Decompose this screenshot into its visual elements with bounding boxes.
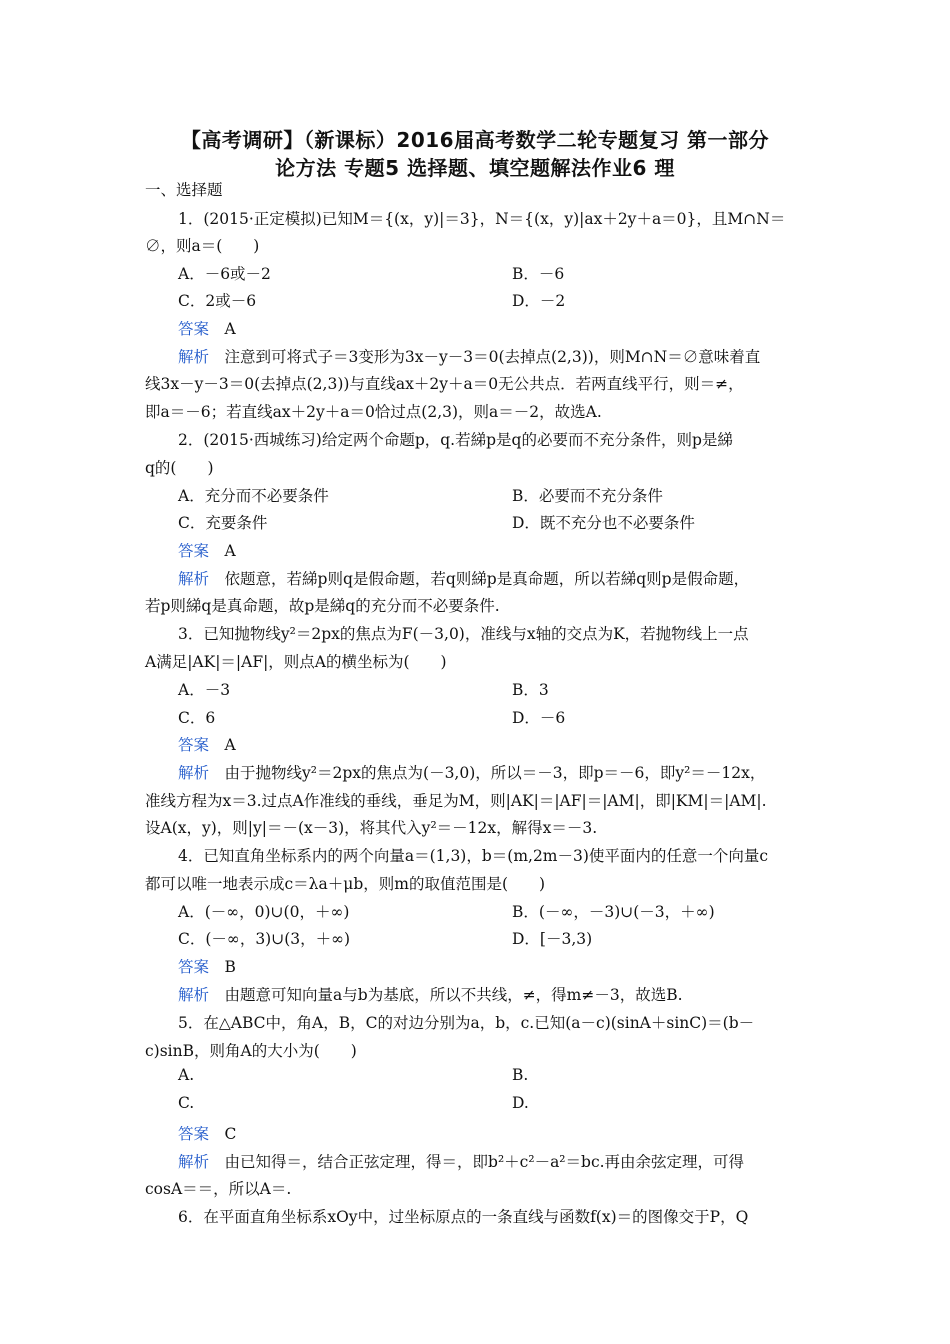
- q3-option-c: C．6: [178, 709, 216, 727]
- q1-answer: [178, 317, 236, 339]
- q2-answer: [178, 539, 236, 561]
- q6-stem-1: 6．在平面直角坐标系xOy中，过坐标原点的一条直线与函数f(x)＝的图像交于P，Q: [178, 1208, 749, 1226]
- q3-option-a: A．－3: [178, 681, 231, 699]
- q1-analysis-2: 线3x－y－3＝0(去掉点(2,3))与直线ax＋2y＋a＝0无公共点．若两直线平行，则＝≠，: [145, 375, 744, 393]
- q1-stem-2: ∅，则a＝( ): [145, 237, 260, 255]
- q1-option-a: A．－6或－2: [178, 265, 271, 283]
- q3-analysis-3: 设A(x，y)，则|y|＝－(x－3)，将其代入y²＝－12x，解得x＝－3.: [145, 819, 598, 837]
- analysis-label: 解析: [178, 986, 210, 1004]
- q5-stem-2: c)sinB，则角A的大小为( ): [145, 1042, 357, 1060]
- section-heading: 一、选择题: [145, 181, 223, 199]
- q1-answer-value: A: [224, 320, 236, 338]
- q3-option-b: B．3: [512, 681, 549, 699]
- analysis-label: 解析: [178, 570, 210, 588]
- q5-option-b: B.: [512, 1066, 529, 1084]
- q4-option-b: B．(－∞，－3)∪(－3，＋∞): [512, 903, 715, 921]
- q5-answer: [178, 1122, 236, 1144]
- q1-stem-1: 1．(2015·正定模拟)已知M＝{(x，y)|＝3}，N＝{(x，y)|ax＋2y＋a＝0}，且M∩N＝: [178, 210, 786, 228]
- q4-stem-2: 都可以唯一地表示成c＝λa＋μb，则m的取值范围是( ): [145, 875, 546, 893]
- q3-answer-value: A: [224, 736, 236, 754]
- q3-stem-1: 3．已知抛物线y²＝2px的焦点为F(－3,0)，准线与x轴的交点为K，若抛物线上一点: [178, 625, 749, 643]
- q3-analysis-1: [178, 761, 765, 783]
- analysis-label: 解析: [178, 1153, 210, 1171]
- q4-option-d: D．[－3,3): [512, 930, 593, 948]
- q1-option-c: C．2或－6: [178, 292, 257, 310]
- q5-answer-value: C: [224, 1125, 237, 1143]
- q4-option-c: C．(－∞，3)∪(3，＋∞): [178, 930, 351, 948]
- q1-analysis-1: [178, 345, 760, 367]
- q5-option-c: C.: [178, 1094, 195, 1112]
- doc-title-line2: 论方法 专题5 选择题、填空题解法作业6 理: [275, 156, 675, 180]
- answer-label: 答案: [178, 958, 210, 976]
- q2-option-a: A．充分而不必要条件: [178, 487, 329, 505]
- answer-label: 答案: [178, 542, 210, 560]
- q1-option-b: B．－6: [512, 265, 565, 283]
- q5-analysis-1: [178, 1150, 744, 1172]
- q3-stem-2: A满足|AK|＝|AF|，则点A的横坐标为( ): [145, 653, 447, 671]
- analysis-label: 解析: [178, 348, 210, 366]
- q4-analysis-text-1: 由题意可知向量a与b为基底，所以不共线，≠，得m≠－3，故选B.: [224, 986, 683, 1004]
- q4-analysis-1: [178, 983, 683, 1005]
- q2-stem-2: q的( ): [145, 459, 214, 477]
- q4-stem-1: 4．已知直角坐标系内的两个向量a＝(1,3)，b＝(m,2m－3)使平面内的任意一个向量c: [178, 847, 769, 865]
- q2-option-c: C．充要条件: [178, 514, 268, 532]
- q2-option-b: B．必要而不充分条件: [512, 487, 663, 505]
- q2-analysis-1: [178, 567, 749, 589]
- answer-label: 答案: [178, 320, 210, 338]
- q3-analysis-text-1: 由于抛物线y²＝2px的焦点为(－3,0)，所以＝－3，即p＝－6，即y²＝－12x，: [224, 764, 766, 782]
- q2-option-d: D．既不充分也不必要条件: [512, 514, 695, 532]
- q1-analysis-3: 即a＝－6；若直线ax＋2y＋a＝0恰过点(2,3)，则a＝－2，故选A.: [145, 403, 602, 421]
- q2-stem-1: 2．(2015·西城练习)给定两个命题p，q.若綈p是q的必要而不充分条件，则p是綈: [178, 431, 733, 449]
- q4-option-a: A．(－∞，0)∪(0，＋∞): [178, 903, 350, 921]
- answer-label: 答案: [178, 1125, 210, 1143]
- q3-answer: [178, 733, 236, 755]
- q5-stem-1: 5．在△ABC中，角A，B，C的对边分别为a，b，c.已知(a－c)(sinA＋sinC)＝(b－: [178, 1014, 755, 1032]
- q3-option-d: D．－6: [512, 709, 566, 727]
- q1-analysis-text-1: 注意到可将式子＝3变形为3x－y－3＝0(去掉点(2,3))，则M∩N＝∅意味着直: [224, 348, 761, 366]
- q1-option-d: D．－2: [512, 292, 566, 310]
- q2-analysis-2: 若p则綈q是真命题，故p是綈q的充分而不必要条件.: [145, 597, 500, 615]
- q5-option-a: A.: [178, 1066, 195, 1084]
- analysis-label: 解析: [178, 764, 210, 782]
- q2-analysis-text-1: 依题意，若綈p则q是假命题，若q则綈p是真命题，所以若綈q则p是假命题，: [224, 570, 750, 588]
- doc-title-line1: 【高考调研】（新课标）2016届高考数学二轮专题复习 第一部分: [180, 128, 770, 152]
- q2-answer-value: A: [224, 542, 236, 560]
- q4-answer-value: B: [224, 958, 236, 976]
- q5-option-d: D.: [512, 1094, 529, 1112]
- q4-answer: [178, 955, 236, 977]
- q5-analysis-2: cosA＝＝，所以A＝.: [145, 1180, 292, 1198]
- q5-analysis-text-1: 由已知得＝，结合正弦定理，得＝，即b²＋c²－a²＝bc.再由余弦定理，可得: [224, 1153, 745, 1171]
- answer-label: 答案: [178, 736, 210, 754]
- q3-analysis-2: 准线方程为x＝3.过点A作准线的垂线，垂足为M，则|AK|＝|AF|＝|AM|，即|KM|＝|AM|.: [145, 792, 767, 810]
